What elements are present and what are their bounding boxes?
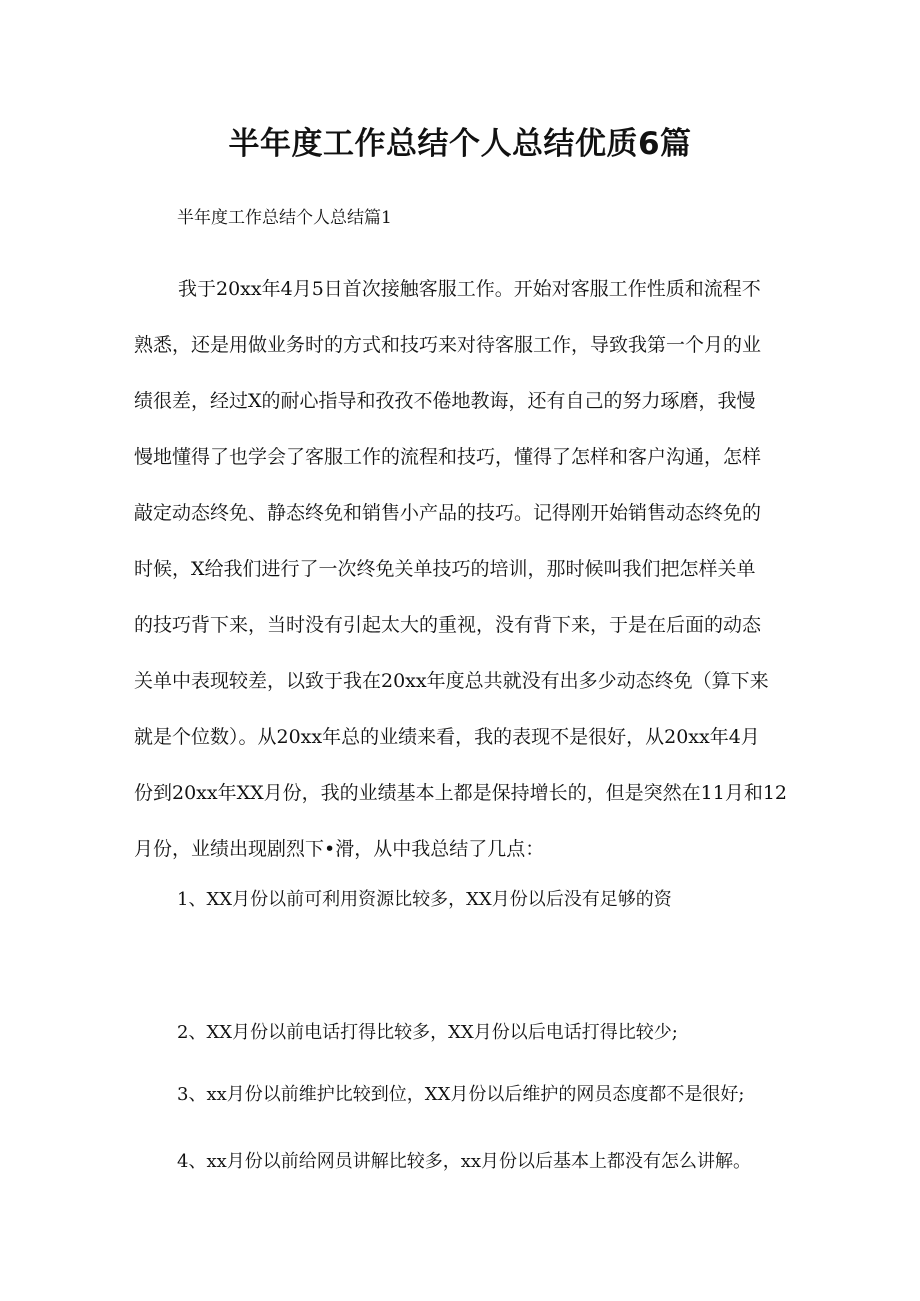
- paragraph-line: 的技巧背下来，当时没有引起太大的重视，没有背下来，于是在后面的动态: [134, 614, 762, 636]
- paragraph-line: 就是个位数）。从20xx年总的业绩来看，我的表现不是很好，从20xx年4月: [134, 726, 760, 748]
- paragraph-line: 我于20xx年4月5日首次接触客服工作。开始对客服工作性质和流程不: [178, 278, 761, 300]
- paragraph-line: 时候，X给我们进行了一次终免关单技巧的培训，那时候叫我们把怎样关单: [134, 558, 756, 580]
- paragraph-line: 关单中表现较差，以致于我在20xx年度总共就没有出多少动态终免（算下来: [134, 670, 769, 692]
- body-paragraph: [134, 261, 794, 877]
- paragraph-line: 月份，业绩出现剧烈下•滑，从中我总结了几点：: [134, 838, 545, 860]
- paragraph-line: 熟悉，还是用做业务时的方式和技巧来对待客服工作，导致我第一个月的业: [134, 334, 762, 356]
- list-item: 2、XX月份以前电话打得比较多，XX月份以后电话打得比较少;: [177, 1022, 678, 1043]
- paragraph-line: 慢地懂得了也学会了客服工作的流程和技巧，懂得了怎样和客户沟通，怎样: [134, 446, 762, 468]
- section-heading: 半年度工作总结个人总结篇1: [177, 208, 392, 228]
- paragraph-line: 绩很差，经过X的耐心指导和孜孜不倦地教诲，还有自己的努力琢磨，我慢: [134, 390, 756, 412]
- document-title: 半年度工作总结个人总结优质6篇: [228, 126, 692, 162]
- list-item: 1、XX月份以前可利用资源比较多，XX月份以后没有足够的资: [177, 889, 672, 910]
- list-item: 3、xx月份以前维护比较到位，XX月份以后维护的网员态度都不是很好;: [177, 1084, 745, 1105]
- paragraph-line: 敲定动态终免、静态终免和销售小产品的技巧。记得刚开始销售动态终免的: [134, 502, 762, 524]
- paragraph-line: 份到20xx年XX月份，我的业绩基本上都是保持增长的，但是突然在11月和12: [134, 782, 788, 804]
- list-item: 4、xx月份以前给网员讲解比较多，xx月份以后基本上都没有怎么讲解。: [177, 1151, 752, 1172]
